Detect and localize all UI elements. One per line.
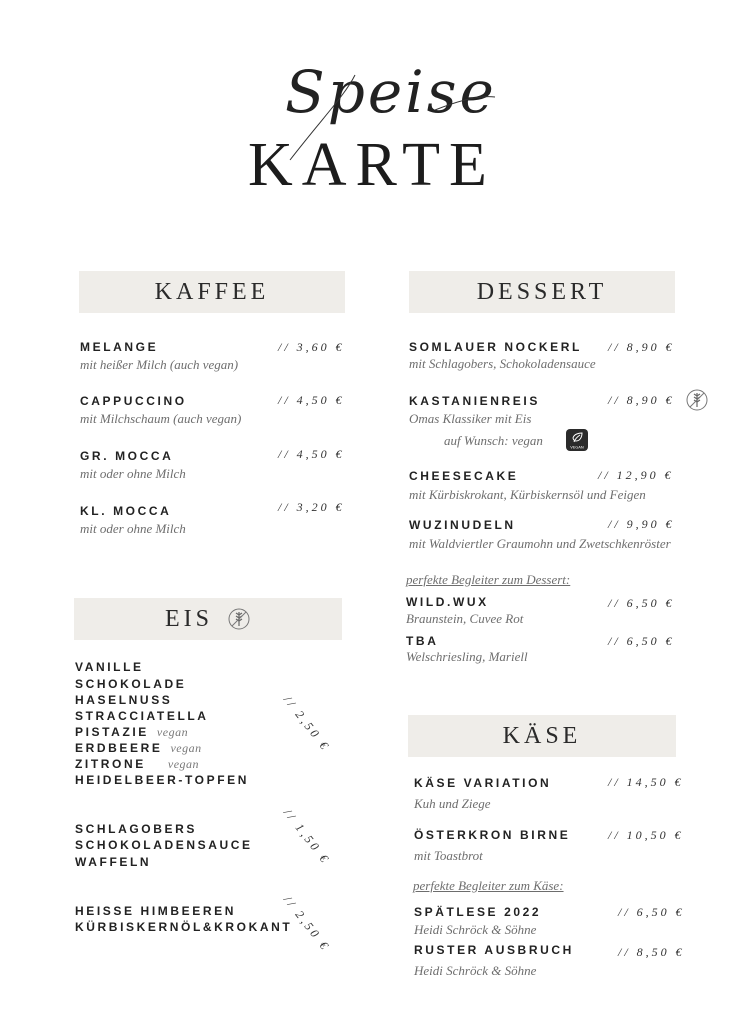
gluten-free-icon (685, 388, 709, 417)
vegan-tag: vegan (167, 757, 200, 771)
eis-flavor: SCHOKOLADE (75, 677, 187, 691)
menu-item-name: WUZINUDELN (409, 518, 516, 532)
menu-item-desc: mit Waldviertler Graumohn und Zwetschkenröster (409, 536, 671, 551)
menu-item-name: GR. MOCCA (80, 449, 174, 463)
wine-desc: Heidi Schröck & Söhne (414, 922, 537, 937)
menu-item-desc: mit Toastbrot (414, 848, 483, 863)
wine-name: SPÄTLESE 2022 (414, 905, 542, 919)
eis-flavors-price: // 2,50 € (280, 693, 334, 755)
menu-item-name: SOMLAUER NOCKERL (409, 340, 582, 354)
dessert-pairing-label: perfekte Begleiter zum Dessert: (406, 572, 571, 587)
wine-desc: Braunstein, Cuvee Rot (406, 611, 524, 626)
menu-item-desc: mit Milchschaum (auch vegan) (80, 411, 242, 426)
eis-specials-price: // 2,50 € (280, 893, 334, 955)
eis-flavor (75, 757, 199, 772)
eis-extra: WAFFELN (75, 855, 152, 869)
title-main: KARTE (248, 131, 496, 199)
menu-item-name: KASTANIENREIS (409, 394, 540, 408)
wine-name: TBA (406, 634, 439, 648)
wine-name: WILD.WUX (406, 595, 489, 609)
menu-item-desc: mit oder ohne Milch (80, 466, 186, 481)
gluten-free-icon (227, 607, 251, 631)
menu-item-price: // 3,60 € (278, 340, 345, 354)
menu-item-desc: mit oder ohne Milch (80, 521, 186, 536)
vegan-tag: vegan (170, 741, 202, 755)
vegan-icon-label: VEGAN (570, 444, 584, 450)
menu-item-price: // 4,50 € (278, 393, 345, 407)
menu-item-price: // 8,90 € (608, 340, 675, 354)
eis-special: HEISSE HIMBEEREN (75, 904, 236, 918)
menu-item-desc: Kuh und Ziege (414, 796, 491, 811)
eis-flavor-name: PISTAZIE (75, 725, 149, 739)
eis-flavor: VANILLE (75, 660, 144, 674)
wine-name: RUSTER AUSBRUCH (414, 943, 574, 957)
eis-special: KÜRBISKERNÖL&KROKANT (75, 920, 293, 934)
menu-item-name: CAPPUCCINO (80, 394, 187, 408)
menu-item-price: // 3,20 € (278, 500, 345, 514)
menu-item-price: // 14,50 € (608, 775, 684, 789)
menu-item-price: // 9,90 € (608, 517, 675, 531)
menu-item-desc: mit Schlagobers, Schokoladensauce (409, 356, 596, 371)
menu-item-name: MELANGE (80, 340, 159, 354)
eis-extra: SCHLAGOBERS (75, 822, 197, 836)
menu-item-name: KL. MOCCA (80, 504, 172, 518)
eis-flavor-name: ERDBEERE (75, 741, 163, 755)
eis-extras-price: // 1,50 € (280, 806, 334, 868)
kaffee-heading: KAFFEE (79, 271, 345, 313)
wine-price: // 6,50 € (608, 596, 675, 610)
menu-item-price: // 8,90 € (608, 393, 675, 407)
menu-item-price: // 4,50 € (278, 447, 345, 461)
menu-item-price: // 12,90 € (598, 468, 674, 482)
eis-flavor (75, 725, 188, 740)
eis-heading-text: EIS (165, 605, 213, 632)
kaese-pairing-label: perfekte Begleiter zum Käse: (413, 878, 564, 893)
eis-flavor: HASELNUSS (75, 693, 173, 707)
menu-item-desc: Omas Klassiker mit Eis (409, 411, 532, 426)
eis-flavor (75, 741, 202, 756)
vegan-tag: vegan (156, 725, 189, 739)
wine-desc: Welschriesling, Mariell (406, 649, 528, 664)
menu-item-name: CHEESECAKE (409, 469, 519, 483)
wine-price: // 6,50 € (618, 905, 685, 919)
wine-price: // 6,50 € (608, 634, 675, 648)
menu-item-desc: mit Kürbiskrokant, Kürbiskernsöl und Feigen (409, 487, 646, 502)
eis-flavor: STRACCIATELLA (75, 709, 209, 723)
eis-extra: SCHOKOLADENSAUCE (75, 838, 253, 852)
wine-desc: Heidi Schröck & Söhne (414, 963, 537, 978)
menu-item-price: // 10,50 € (608, 828, 684, 842)
dessert-heading: DESSERT (409, 271, 675, 313)
eis-heading (74, 598, 342, 640)
vegan-icon (565, 428, 589, 457)
wine-price: // 8,50 € (618, 945, 685, 959)
kaese-heading: KÄSE (408, 715, 676, 757)
menu-item-desc: mit heißer Milch (auch vegan) (80, 357, 239, 372)
eis-flavor: HEIDELBEER-TOPFEN (75, 773, 249, 787)
menu-item-name: KÄSE VARIATION (414, 776, 552, 790)
eis-flavor-name: ZITRONE (75, 757, 146, 771)
title-script: Speise (285, 58, 497, 126)
menu-item-name: ÖSTERKRON BIRNE (414, 828, 571, 842)
menu-item-desc: auf Wunsch: vegan (444, 433, 543, 448)
